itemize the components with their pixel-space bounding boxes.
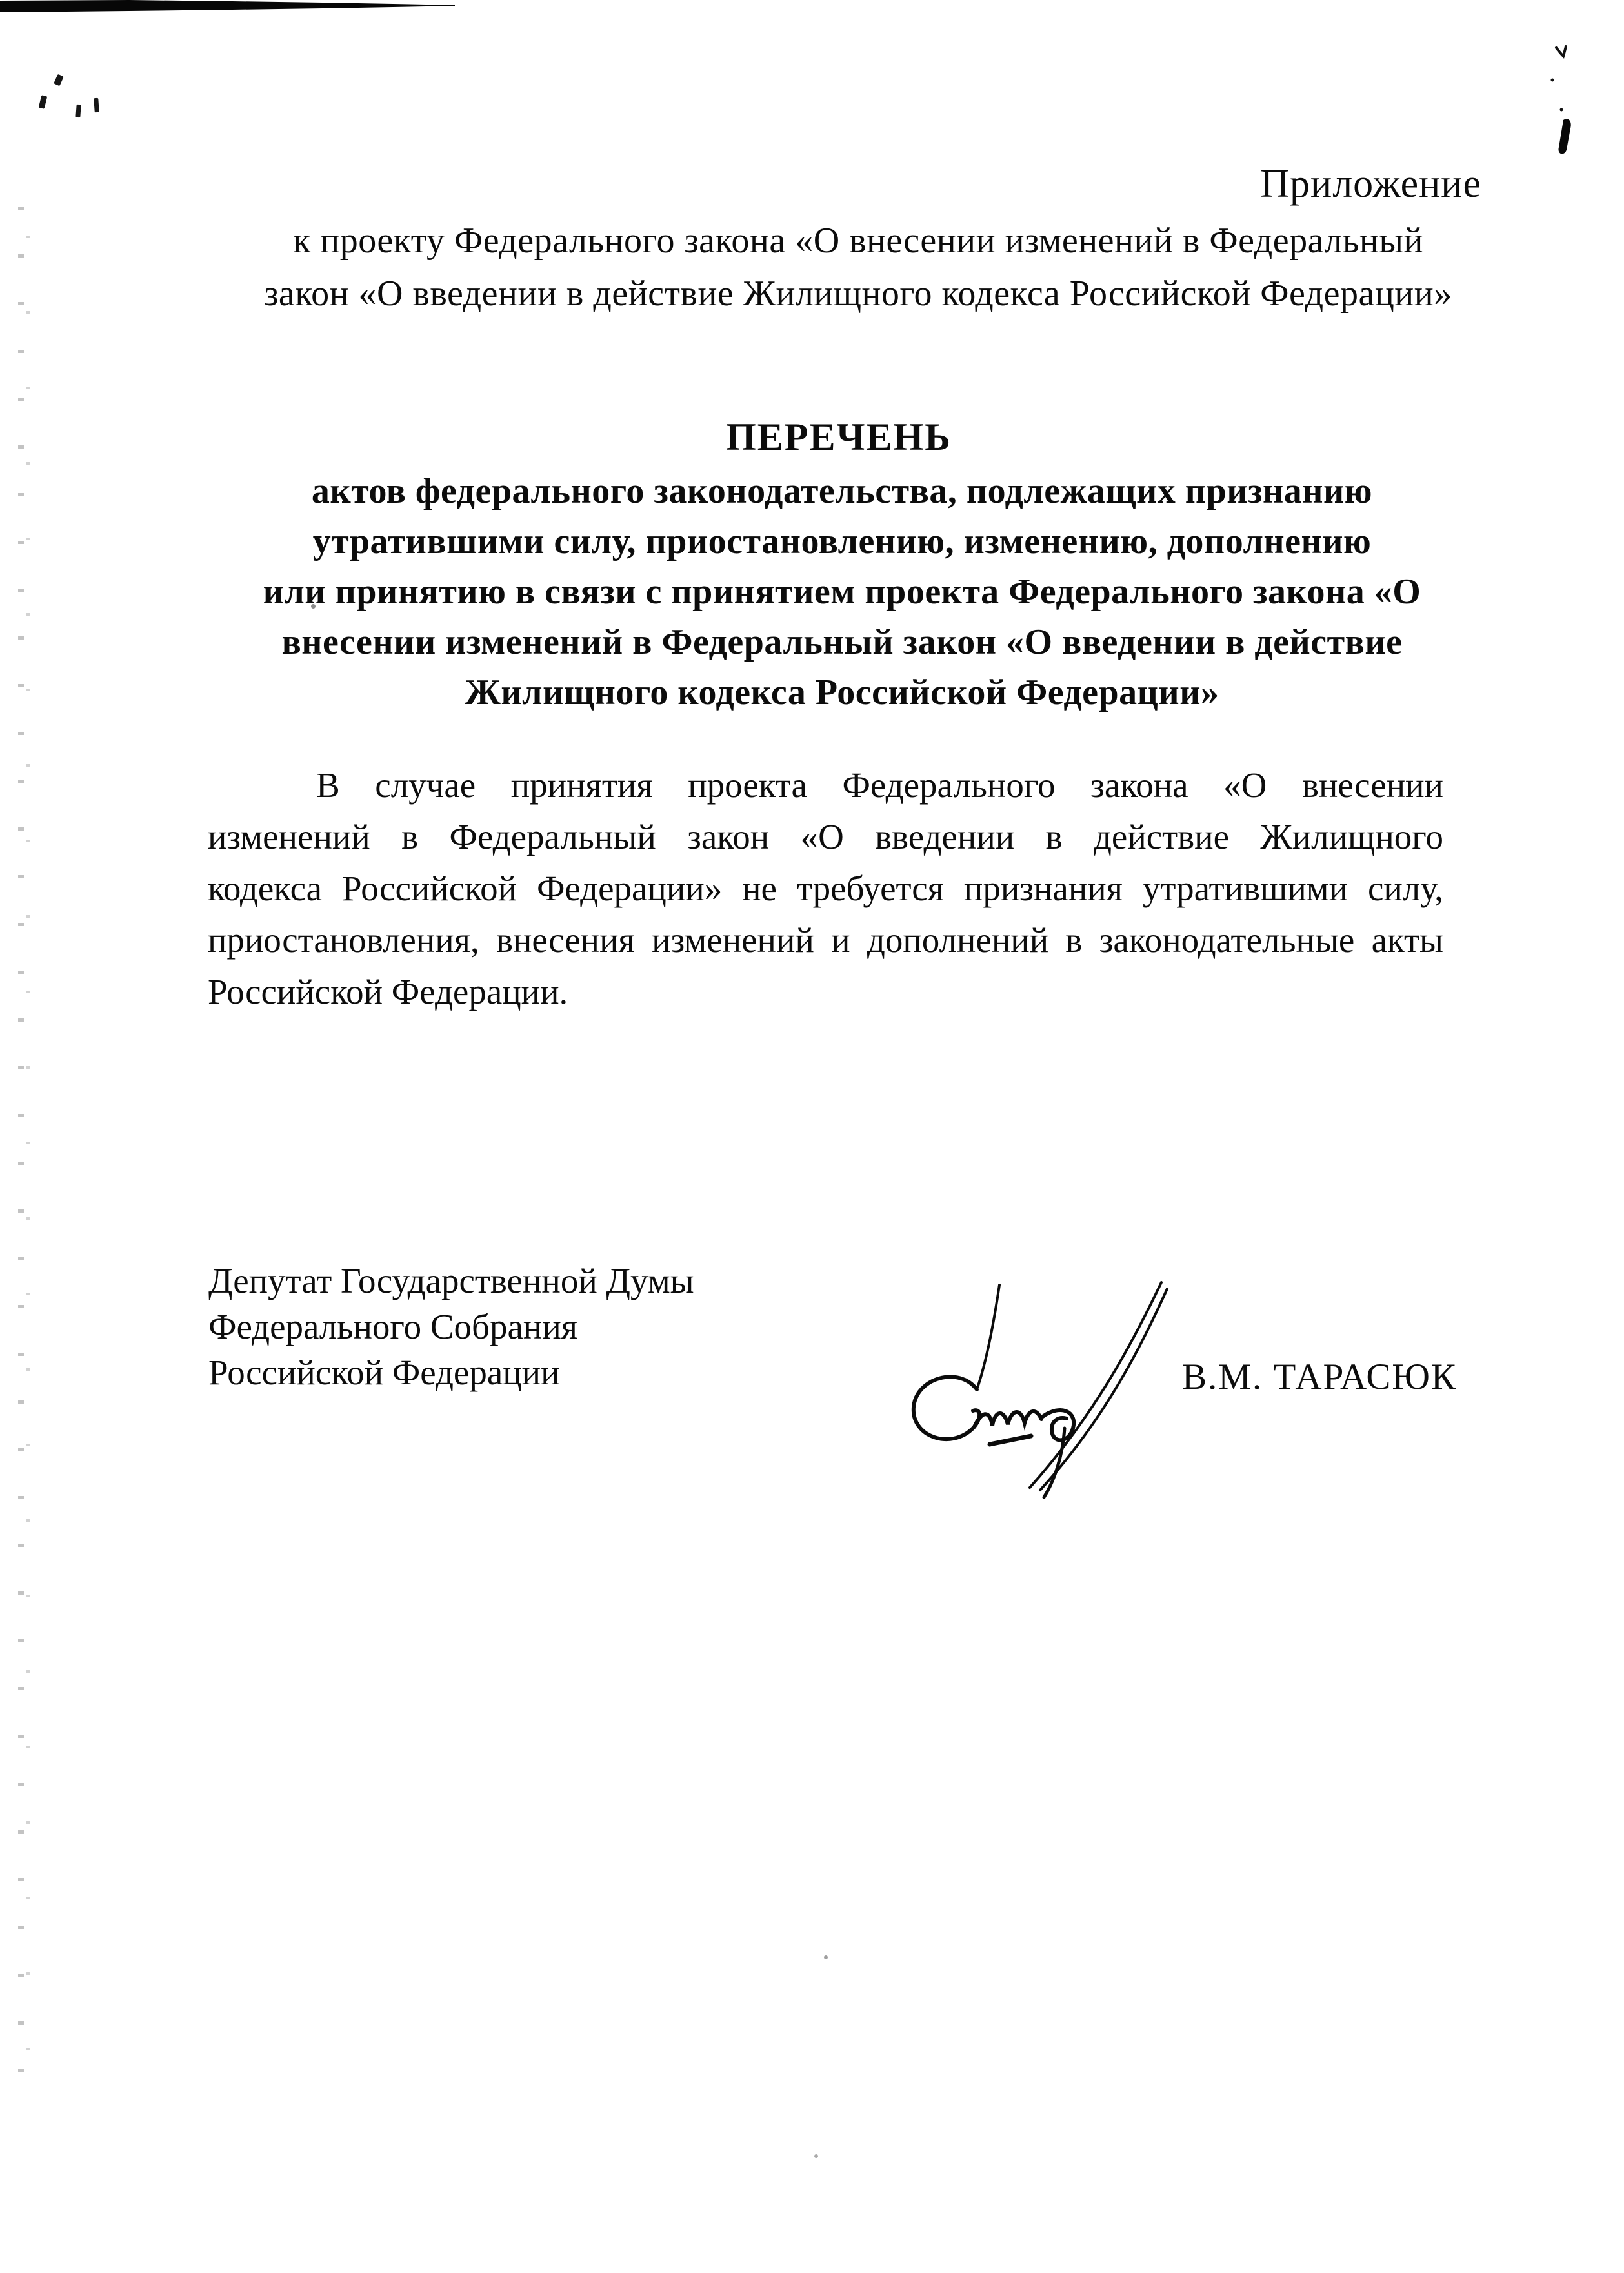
body-line: Российской Федерации. — [208, 972, 568, 1011]
appendix-reference-line: к проекту Федерального закона «О внесении изменений в Федеральный — [293, 221, 1423, 261]
subtitle-line: Жилищного кодекса Российской Федерации» — [465, 672, 1219, 712]
signatory-position-line: Депутат Государственной Думы — [208, 1261, 694, 1300]
signatory-position — [208, 1258, 694, 1395]
scan-pen-marks — [1542, 39, 1587, 168]
scan-speck — [75, 105, 81, 117]
subtitle-line: или принятию в связи с принятием проекта Федерального закона «О — [263, 572, 1421, 612]
appendix-reference-line: закон «О введении в действие Жилищного кодекса Российской Федерации» — [264, 274, 1452, 314]
signatory-position-line: Федерального Собрания — [208, 1307, 578, 1346]
scan-margin-noise — [26, 236, 30, 2056]
subtitle-line: утратившими силу, приостановлению, изменению, дополнению — [312, 521, 1372, 561]
scan-speck — [54, 74, 64, 86]
subtitle-line: внесении изменений в Федеральный закон «О введении в действие — [281, 622, 1403, 662]
body-line: В случае принятия проекта Федерального закона «О внесении — [316, 765, 1443, 805]
body-line: кодекса Российской Федерации» не требуется признания утратившими силу, — [208, 869, 1443, 908]
scan-speck — [39, 95, 48, 109]
scan-edge-bar-artifact — [0, 0, 465, 14]
appendix-label: Приложение — [1260, 162, 1481, 206]
scan-margin-noise — [18, 207, 24, 2078]
appendix-reference — [226, 214, 1490, 320]
signature — [903, 1275, 1174, 1513]
document-title: ПЕРЕЧЕНЬ — [726, 416, 952, 458]
body-line: приостановления, внесения изменений и дополнений в законодательные акты — [208, 920, 1443, 960]
document-subtitle — [200, 466, 1484, 718]
scan-speck — [824, 1955, 828, 1959]
scan-speck — [814, 2154, 818, 2158]
signatory-position-line: Российской Федерации — [208, 1353, 560, 1392]
scan-speck — [94, 98, 99, 112]
body-line: изменений в Федеральный закон «О введении в действие Жилищного — [208, 817, 1443, 856]
body-paragraph — [208, 760, 1443, 1018]
signatory-name: В.М. ТАРАСЮК — [1182, 1357, 1457, 1397]
subtitle-line: актов федерального законодательства, подлежащих признанию — [311, 471, 1373, 511]
